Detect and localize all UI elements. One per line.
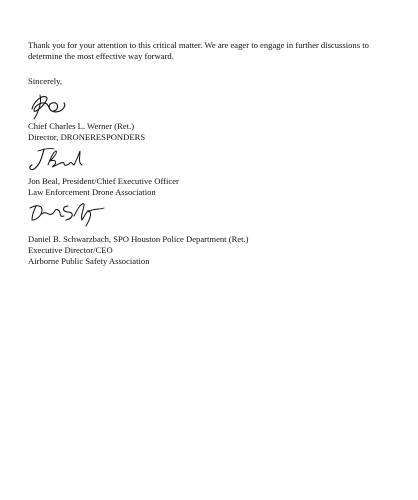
signatory-name: Chief Charles L. Werner (Ret.) (28, 121, 135, 131)
paragraph-line: determine the most effective way forward. (28, 51, 174, 62)
signatory-title: Director, DRONERESPONDERS (28, 132, 146, 143)
signature-schwarzbach (28, 198, 108, 228)
closing-salutation: Sincerely, (28, 76, 63, 86)
closing-paragraph (28, 40, 400, 62)
paragraph-line: Thank you for your attention to this critical matter. We are eager to engage in further discussions to (28, 40, 369, 50)
signature-werner (28, 89, 68, 121)
signatory-name: Jon Beal, President/Chief Executive Officer (28, 176, 179, 186)
signatory-block-schwarzbach (28, 234, 249, 268)
signatory-block-beal (28, 176, 179, 198)
signatory-title: Executive Director/CEO (28, 245, 113, 256)
signatory-name: Daniel B. Schwarzbach, SPO Houston Police Department (Ret.) (28, 234, 249, 244)
signatory-organization: Law Enforcement Drone Association (28, 187, 156, 198)
signatory-block-werner (28, 121, 145, 143)
signatory-organization: Airborne Public Safety Association (28, 256, 150, 267)
signature-beal (28, 145, 90, 173)
